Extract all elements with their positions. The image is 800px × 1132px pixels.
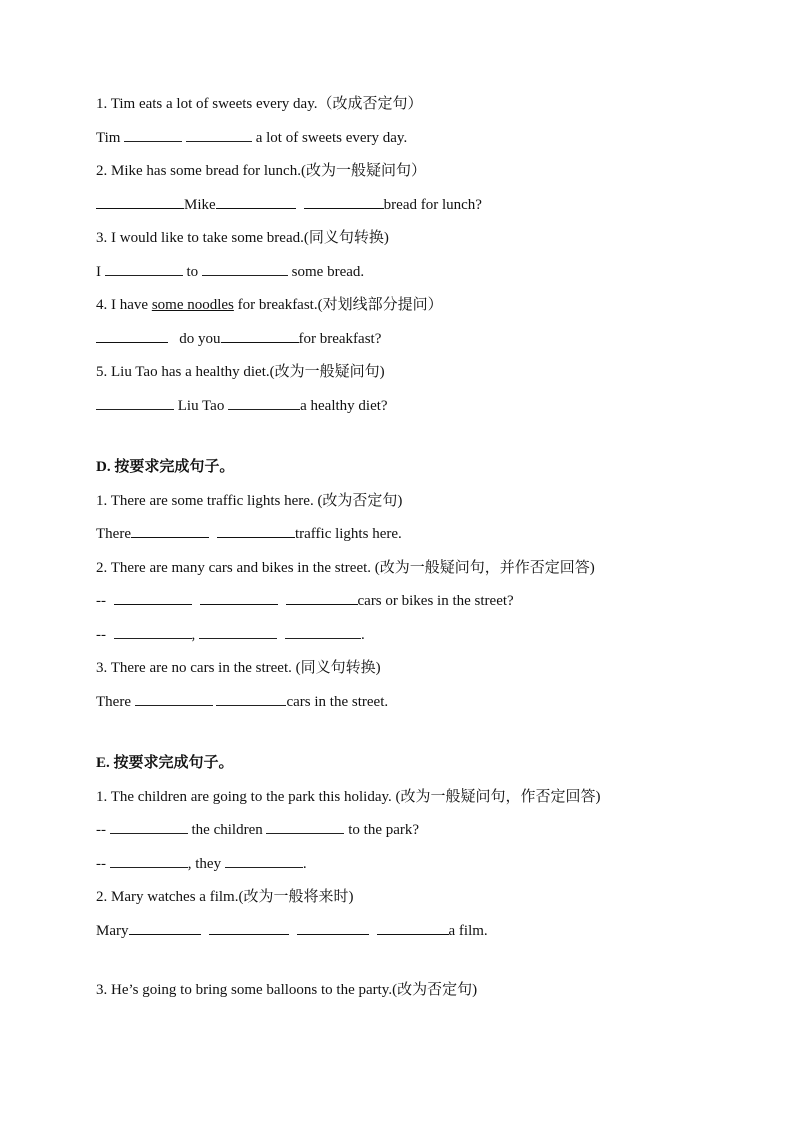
answer-word: Mary (96, 922, 129, 939)
worksheet-page (96, 92, 736, 1012)
answer-blank[interactable] (105, 260, 183, 276)
answer-word: There (96, 693, 131, 710)
answer-blank[interactable] (96, 394, 174, 410)
dash-mark: -- (96, 593, 106, 609)
answer-word: to the park? (348, 822, 420, 838)
answer-word: to (186, 263, 199, 280)
question-text: 4. I have (96, 297, 149, 313)
answer-blank[interactable] (135, 690, 213, 706)
answer-blank[interactable] (216, 690, 286, 706)
question-text: 3. He’s going to bring some balloons to the party.(改为否定句) (96, 982, 478, 998)
underlined-phrase: some noodles (151, 297, 234, 313)
c-q4-prompt (96, 293, 736, 327)
d-q1-prompt (96, 489, 736, 523)
c-q2-prompt (96, 159, 736, 193)
answer-word: cars or bikes in the street? (357, 593, 514, 609)
answer-blank[interactable] (216, 193, 296, 209)
punctuation: , (191, 626, 196, 643)
answer-word: cars in the street. (286, 693, 389, 710)
answer-blank[interactable] (200, 589, 278, 605)
answer-blank[interactable] (202, 260, 288, 276)
answer-word: a film. (448, 922, 488, 939)
answer-blank[interactable] (129, 919, 201, 935)
c-q4-answer (96, 327, 736, 361)
answer-word: the children (191, 822, 263, 838)
answer-blank[interactable] (110, 852, 188, 868)
question-text: 5. Liu Tao has a healthy diet.(改为一般疑问句) (96, 364, 385, 380)
d-q2-prompt (96, 556, 736, 590)
question-text: 1. Tim eats a lot of sweets every day.（改成否定句） (96, 96, 423, 112)
answer-word: I (96, 263, 101, 280)
e-q3-prompt (96, 978, 736, 1012)
answer-word: , they (187, 855, 222, 872)
answer-blank[interactable] (377, 919, 449, 935)
answer-blank[interactable] (286, 589, 358, 605)
e-q2-answer (96, 919, 736, 953)
answer-blank[interactable] (114, 589, 192, 605)
e-q2-prompt (96, 885, 736, 919)
d-q1-answer (96, 522, 736, 556)
answer-blank[interactable] (225, 852, 303, 868)
answer-blank[interactable] (266, 818, 344, 834)
question-text: 1. There are some traffic lights here. (改为否定句) (96, 492, 403, 509)
answer-blank[interactable] (217, 522, 295, 538)
question-text: 2. Mary watches a film.(改为一般将来时) (96, 889, 354, 905)
e-q1-answer-reply (96, 852, 736, 886)
c-q3-answer (96, 260, 736, 294)
section-d-heading: D. 按要求完成句子。 (96, 459, 235, 475)
answer-blank[interactable] (131, 522, 209, 538)
punctuation: . (361, 626, 365, 643)
answer-blank[interactable] (297, 919, 369, 935)
answer-blank[interactable] (96, 327, 168, 343)
question-text: for breakfast.(对划线部分提问） (237, 297, 443, 313)
answer-word: a lot of sweets every day. (255, 129, 408, 146)
answer-blank[interactable] (114, 623, 192, 639)
answer-word: bread for lunch? (383, 196, 482, 213)
answer-blank[interactable] (186, 126, 252, 142)
answer-blank[interactable] (285, 623, 361, 639)
d-q3-answer (96, 690, 736, 724)
answer-word: There (96, 526, 131, 542)
e-q1-answer-question (96, 818, 736, 852)
dash-mark: -- (96, 822, 106, 838)
d-q2-answer-reply (96, 623, 736, 657)
question-text: 2. There are many cars and bikes in the street. (改为一般疑问句，并作否定回答) (96, 559, 595, 576)
answer-blank[interactable] (96, 193, 184, 209)
answer-blank[interactable] (228, 394, 300, 410)
answer-word: Mike (184, 196, 216, 213)
question-text: 2. Mike has some bread for lunch.(改为一般疑问句） (96, 163, 426, 179)
answer-blank[interactable] (209, 919, 289, 935)
question-text: 3. I would like to take some bread.(同义句转换) (96, 230, 389, 246)
c-q1-answer (96, 126, 736, 160)
answer-word: traffic lights here. (294, 526, 402, 542)
answer-blank[interactable] (199, 623, 277, 639)
answer-word: a healthy diet? (300, 397, 388, 414)
answer-blank[interactable] (110, 818, 188, 834)
answer-word: Tim (96, 129, 121, 146)
answer-blank[interactable] (124, 126, 182, 142)
d-q3-prompt (96, 656, 736, 690)
dash-mark: -- (96, 626, 106, 643)
c-q5-answer (96, 394, 736, 428)
e-q1-prompt (96, 785, 736, 819)
c-q2-answer (96, 193, 736, 227)
question-text: 1. The children are going to the park this holiday. (改为一般疑问句，作否定回答) (96, 788, 601, 805)
question-text: 3. There are no cars in the street. (同义句转换) (96, 660, 381, 676)
dash-mark: -- (96, 855, 106, 872)
c-q3-prompt (96, 226, 736, 260)
punctuation: . (302, 855, 307, 872)
d-q2-answer-question (96, 589, 736, 623)
c-q5-prompt (96, 360, 736, 394)
c-q1-prompt (96, 92, 736, 126)
answer-word: some bread. (291, 263, 365, 280)
answer-blank[interactable] (304, 193, 384, 209)
answer-word: for breakfast? (298, 330, 382, 347)
answer-word: do you (179, 330, 221, 347)
section-e-heading: E. 按要求完成句子。 (96, 755, 234, 771)
answer-word: Liu Tao (177, 397, 225, 414)
answer-blank[interactable] (221, 327, 299, 343)
